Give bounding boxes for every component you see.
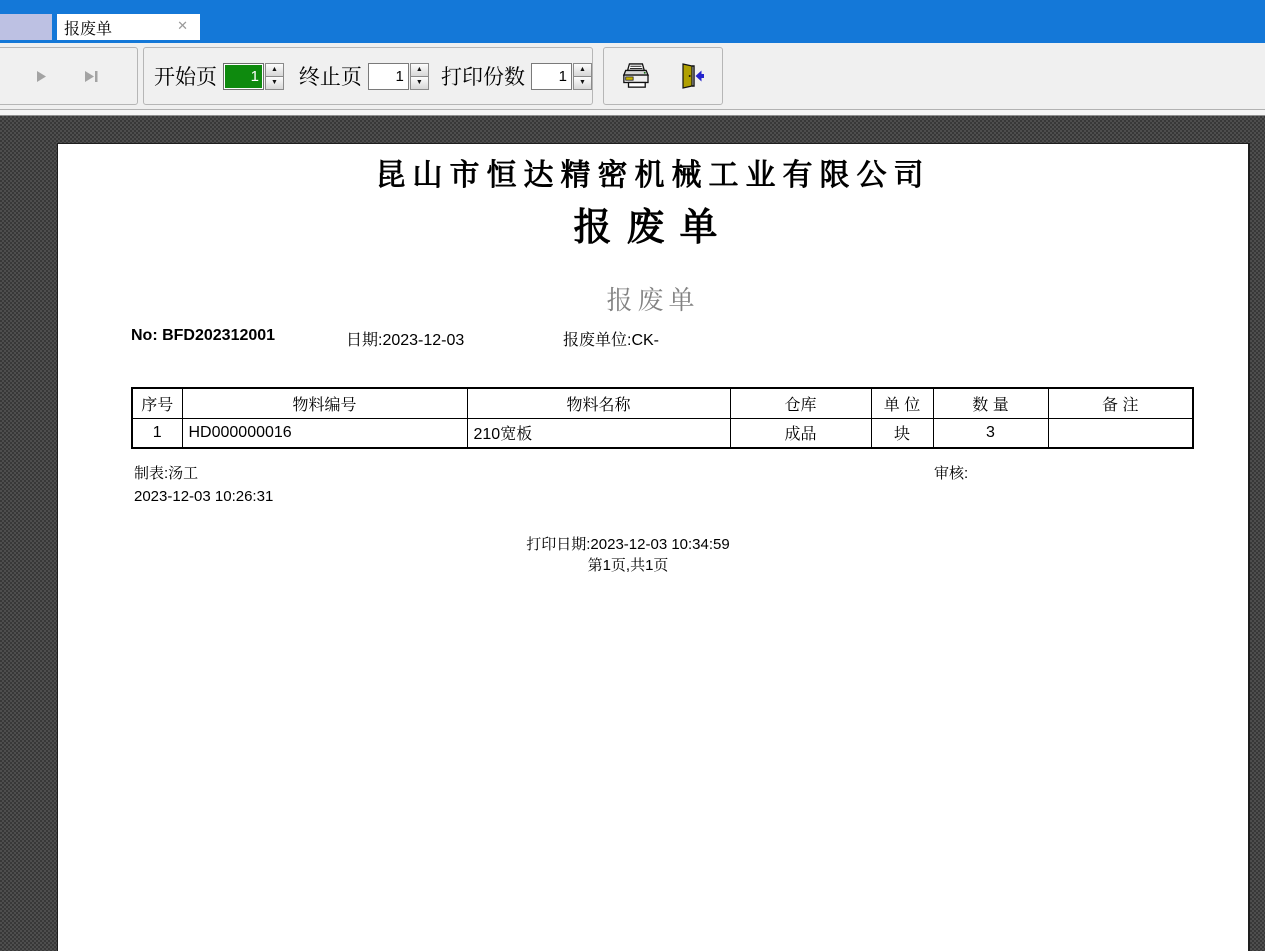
window-titlebar: [0, 0, 1265, 14]
cell-seq: 1: [132, 418, 182, 448]
next-page-button[interactable]: [29, 64, 53, 88]
last-page-arrow-icon: [84, 70, 99, 83]
spin-up-icon[interactable]: ▲: [410, 63, 429, 77]
copies-spinbox: [531, 63, 592, 90]
toolbar-nav-group: [0, 47, 138, 105]
col-header-qty: 数 量: [933, 388, 1048, 418]
copies-label: 打印份数: [441, 66, 525, 89]
end-page-label: 终止页: [298, 66, 362, 89]
last-page-button[interactable]: [79, 64, 103, 88]
print-date: 打印日期:2023-12-03 10:34:59: [526, 536, 730, 553]
start-page-label: 开始页: [154, 66, 217, 89]
end-page-spinner: [410, 63, 429, 90]
company-name: 昆山市恒达精密机械工业有限公司: [375, 159, 931, 192]
col-header-unit: 单 位: [871, 388, 933, 418]
cell-material-name: 210宽板: [467, 418, 730, 448]
cell-qty: 3: [933, 418, 1048, 448]
spin-up-icon[interactable]: ▲: [265, 63, 284, 77]
end-page-spinbox: [368, 63, 429, 90]
print-footer: [58, 534, 1198, 576]
document-number: No: BFD202312001: [131, 327, 276, 344]
auditor-label: 审核:: [934, 465, 969, 482]
document-title: 报废单: [573, 207, 733, 249]
document-page: [57, 143, 1250, 951]
spin-down-icon[interactable]: ▼: [265, 77, 284, 90]
next-arrow-icon: [35, 70, 48, 83]
page-info: 第1页,共1页: [587, 557, 669, 574]
items-table: [131, 387, 1194, 449]
cell-material-code: HD000000016: [182, 418, 467, 448]
start-page-spinner: [265, 63, 284, 90]
spin-up-icon[interactable]: ▲: [573, 63, 592, 77]
cell-warehouse: 成品: [730, 418, 871, 448]
col-header-seq: 序号: [132, 388, 182, 418]
tabstrip-corner: [0, 14, 52, 40]
cell-remark: [1048, 418, 1193, 448]
table-row: [132, 418, 1193, 448]
spin-down-icon[interactable]: ▼: [573, 77, 592, 90]
cell-unit: 块: [871, 418, 933, 448]
scrap-unit: 报废单位:CK-: [563, 332, 660, 349]
start-page-spinbox: [223, 63, 284, 90]
exit-door-icon: [677, 63, 705, 89]
document-subtitle: 报废单: [606, 285, 700, 315]
toolbar-page-group: [143, 47, 593, 105]
tab-label: 报废单: [64, 20, 113, 38]
toolbar-action-group: [603, 47, 723, 105]
col-header-remark: 备 注: [1048, 388, 1193, 418]
maker-label: 制表:汤工: [134, 465, 199, 482]
tab-strip: [0, 14, 1265, 43]
tab-close-icon[interactable]: ✕: [177, 18, 188, 33]
copies-spinner: [573, 63, 592, 90]
table-header-row: [132, 388, 1193, 418]
preview-area: [0, 116, 1265, 951]
col-header-material-name: 物料名称: [467, 388, 730, 418]
col-header-warehouse: 仓库: [730, 388, 871, 418]
spin-down-icon[interactable]: ▼: [410, 77, 429, 90]
end-page-input[interactable]: [368, 63, 409, 90]
exit-button[interactable]: [674, 60, 708, 92]
printer-icon: [620, 63, 650, 89]
print-button[interactable]: [618, 60, 652, 92]
copies-input[interactable]: [531, 63, 572, 90]
document-date: 日期:2023-12-03: [346, 332, 465, 349]
maker-timestamp: 2023-12-03 10:26:31: [134, 488, 274, 505]
col-header-material-code: 物料编号: [182, 388, 467, 418]
start-page-input[interactable]: [223, 63, 264, 90]
tab-baofeidan[interactable]: [57, 14, 200, 40]
toolbar: [0, 43, 1265, 110]
